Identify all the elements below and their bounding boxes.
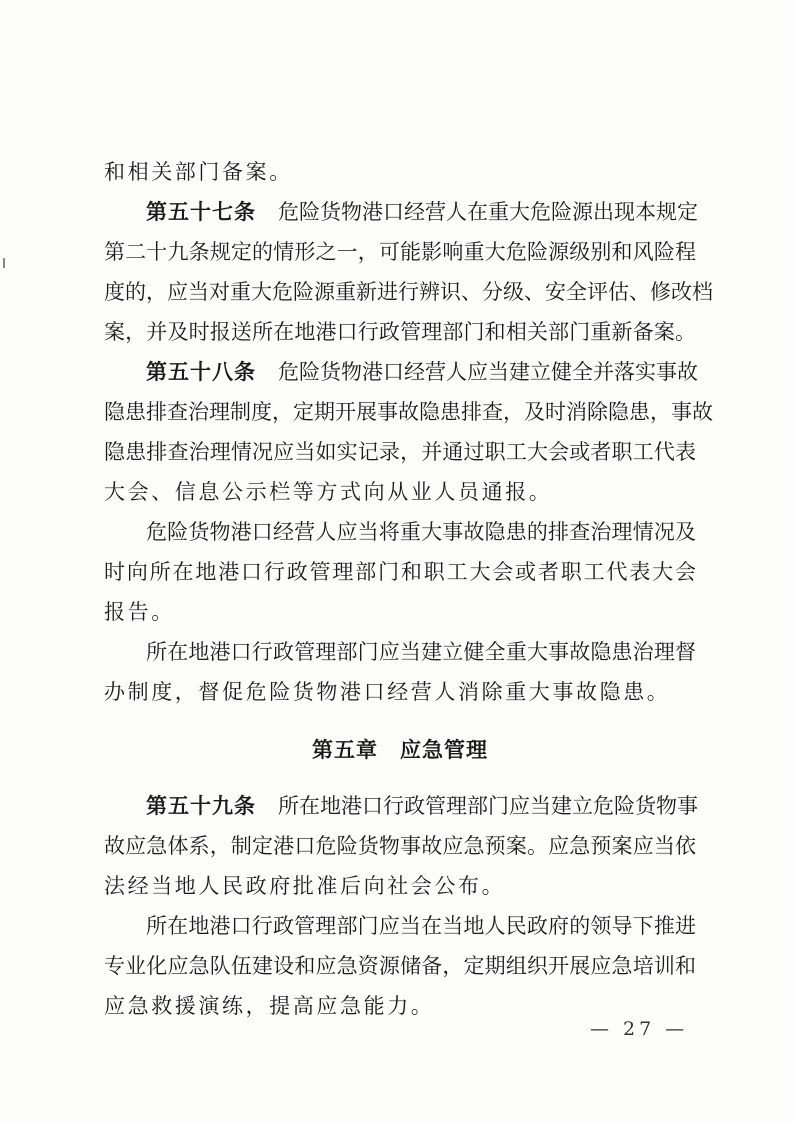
article-57-line-4: 案，并及时报送所在地港口行政管理部门和相关部门重新备案。	[104, 320, 696, 344]
chapter-title: 应急管理	[400, 738, 488, 762]
article-57-line-1: 第五十七条 危险货物港口经营人在重大危险源出现本规定	[146, 200, 698, 224]
article-59b-line-1: 所在地港口行政管理部门应当在当地人民政府的领导下推进	[146, 914, 696, 938]
article-58-heading: 第五十八条	[146, 360, 256, 384]
article-57-line-2: 第二十九条规定的情形之一，可能影响重大危险源级别和风险程	[104, 240, 696, 264]
body-text	[104, 152, 713, 1026]
chapter-number: 第五章	[312, 738, 378, 762]
article-57-line-3: 度的，应当对重大危险源重新进行辨识、分级、安全评估、修改档	[104, 280, 713, 304]
article-59-line-2: 故应急体系，制定港口危险货物事故应急预案。应急预案应当依	[104, 834, 696, 858]
article-58c-line-1: 所在地港口行政管理部门应当建立健全重大事故隐患治理督	[146, 640, 696, 664]
scan-margin-mark	[3, 258, 5, 268]
article-58-line-3: 隐患排查治理情况应当如实记录，并通过职工大会或者职工代表	[104, 440, 696, 464]
article-59-line-1: 第五十九条 所在地港口行政管理部门应当建立危险货物事	[146, 794, 698, 818]
article-59b-line-2: 专业化应急队伍建设和应急资源储备，定期组织开展应急培训和	[104, 954, 696, 978]
article-57-heading: 第五十七条	[146, 200, 256, 224]
article-58b-line-2: 时向所在地港口行政管理部门和职工大会或者职工代表大会	[104, 560, 696, 584]
article-58b-line-3: 报告。	[104, 600, 175, 624]
article-59-heading: 第五十九条	[146, 794, 256, 818]
article-58-line-4: 大会、信息公示栏等方式向从业人员通报。	[104, 480, 553, 504]
page-number: — 27 —	[590, 1018, 689, 1040]
article-58-line-2: 隐患排查治理制度，定期开展事故隐患排查，及时消除隐患，事故	[104, 400, 713, 424]
article-58-line-1: 第五十八条 危险货物港口经营人应当建立健全并落实事故	[146, 360, 698, 384]
article-59b-line-3: 应急救援演练，提高应急能力。	[104, 994, 435, 1018]
article-58b-line-1: 危险货物港口经营人应当将重大事故隐患的排查治理情况及	[146, 520, 696, 544]
paragraph-continuation: 和相关部门备案。	[104, 160, 293, 184]
article-58c-line-2: 办制度，督促危险货物港口经营人消除重大事故隐患。	[104, 680, 671, 704]
article-59-line-3: 法经当地人民政府批准后向社会公布。	[104, 874, 506, 898]
chapter-heading	[104, 730, 696, 770]
